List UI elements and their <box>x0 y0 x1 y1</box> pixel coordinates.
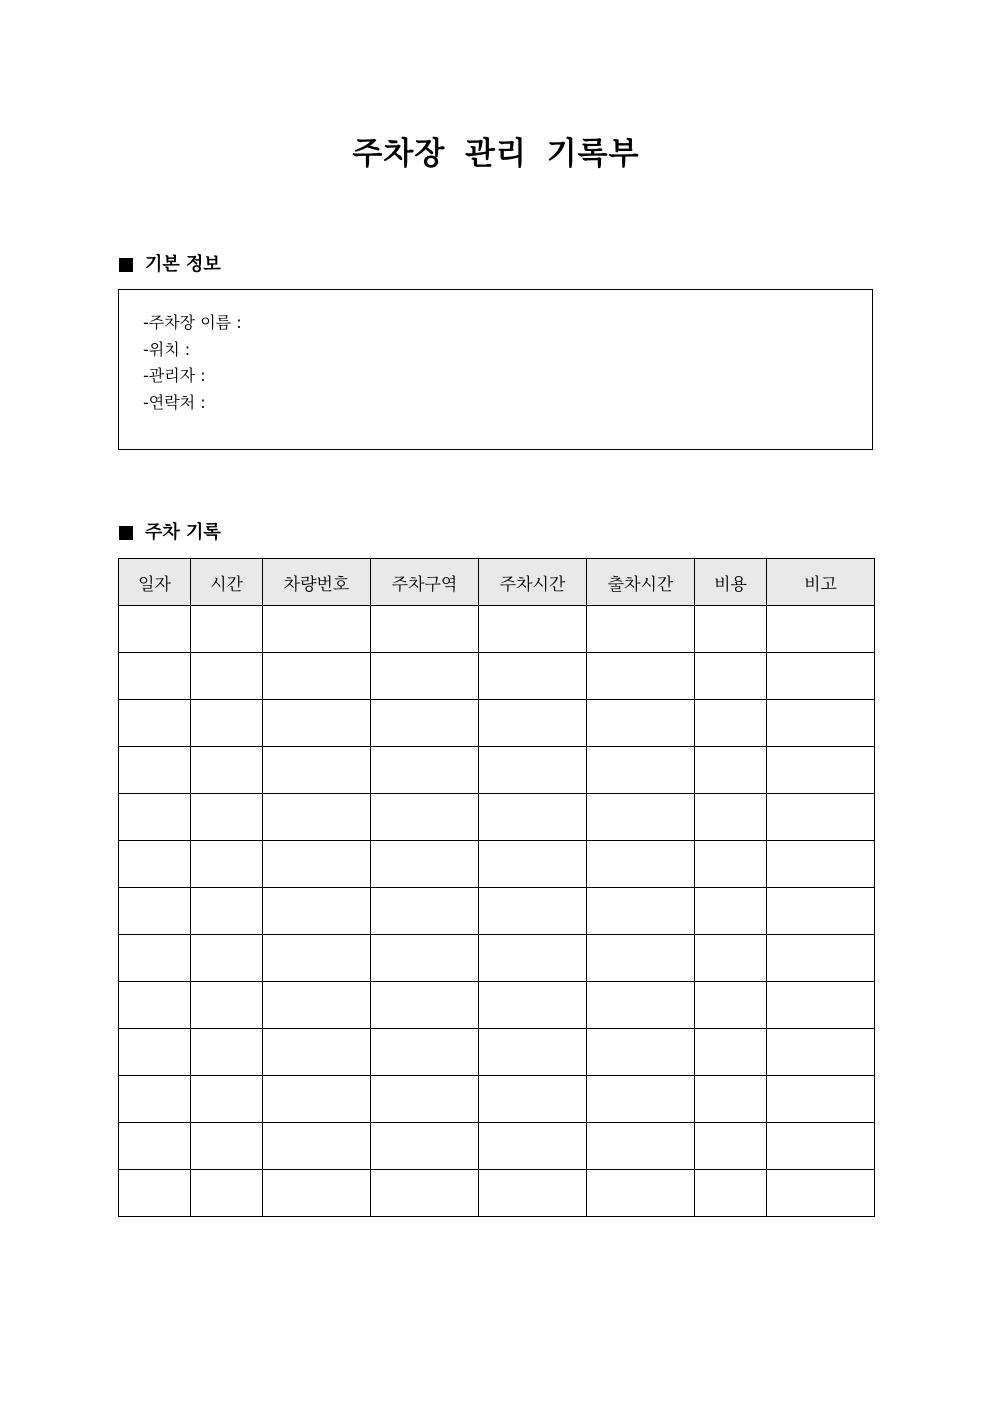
table-cell-parking-zone[interactable] <box>371 1076 479 1123</box>
table-row <box>119 606 875 653</box>
table-cell-entry-time[interactable] <box>479 935 587 982</box>
table-cell-parking-zone[interactable] <box>371 606 479 653</box>
table-cell-plate-number[interactable] <box>263 888 371 935</box>
table-cell-time[interactable] <box>191 982 263 1029</box>
table-cell-remarks[interactable] <box>767 888 875 935</box>
table-row <box>119 1123 875 1170</box>
table-cell-time[interactable] <box>191 1076 263 1123</box>
table-cell-time[interactable] <box>191 747 263 794</box>
table-cell-parking-zone[interactable] <box>371 1170 479 1217</box>
table-cell-plate-number[interactable] <box>263 982 371 1029</box>
square-bullet-icon <box>119 258 133 272</box>
table-cell-time[interactable] <box>191 700 263 747</box>
table-row <box>119 935 875 982</box>
table-cell-entry-time[interactable] <box>479 700 587 747</box>
table-cell-exit-time[interactable] <box>587 747 695 794</box>
column-header-time: 시간 <box>191 559 263 606</box>
table-cell-parking-zone[interactable] <box>371 653 479 700</box>
table-cell-plate-number[interactable] <box>263 935 371 982</box>
table-cell-time[interactable] <box>191 888 263 935</box>
table-row <box>119 794 875 841</box>
table-row <box>119 888 875 935</box>
table-cell-remarks[interactable] <box>767 606 875 653</box>
table-cell-entry-time[interactable] <box>479 653 587 700</box>
table-cell-remarks[interactable] <box>767 1170 875 1217</box>
section-heading-basic-info <box>119 253 221 277</box>
table-cell-parking-zone[interactable] <box>371 1123 479 1170</box>
table-cell-time[interactable] <box>191 841 263 888</box>
info-line-contact[interactable]: -연락처 : <box>143 392 206 412</box>
table-cell-entry-time[interactable] <box>479 747 587 794</box>
table-body <box>119 606 875 1217</box>
table-cell-parking-zone[interactable] <box>371 700 479 747</box>
table-cell-exit-time[interactable] <box>587 1123 695 1170</box>
table-cell-date[interactable] <box>119 653 191 700</box>
table-row <box>119 1170 875 1217</box>
table-cell-date[interactable] <box>119 1123 191 1170</box>
table-cell-exit-time[interactable] <box>587 1029 695 1076</box>
table-cell-date[interactable] <box>119 794 191 841</box>
section-heading-label: 기본 정보 <box>145 254 221 275</box>
table-cell-date[interactable] <box>119 1029 191 1076</box>
table-row <box>119 747 875 794</box>
table-cell-remarks[interactable] <box>767 700 875 747</box>
table-cell-plate-number[interactable] <box>263 794 371 841</box>
table-cell-exit-time[interactable] <box>587 935 695 982</box>
column-header-plate-number: 차량번호 <box>263 559 371 606</box>
table-cell-entry-time[interactable] <box>479 841 587 888</box>
table-cell-fee[interactable] <box>695 1076 767 1123</box>
table-cell-fee[interactable] <box>695 841 767 888</box>
table-cell-date[interactable] <box>119 700 191 747</box>
table-cell-parking-zone[interactable] <box>371 982 479 1029</box>
table-cell-date[interactable] <box>119 1076 191 1123</box>
table-cell-plate-number[interactable] <box>263 606 371 653</box>
table-row <box>119 841 875 888</box>
table-cell-remarks[interactable] <box>767 1076 875 1123</box>
table-cell-remarks[interactable] <box>767 982 875 1029</box>
table-cell-remarks[interactable] <box>767 747 875 794</box>
table-cell-fee[interactable] <box>695 606 767 653</box>
table-cell-entry-time[interactable] <box>479 794 587 841</box>
basic-info-box <box>118 289 873 450</box>
info-line-location[interactable]: -위치 : <box>143 339 191 359</box>
table-cell-date[interactable] <box>119 888 191 935</box>
column-header-fee: 비용 <box>695 559 767 606</box>
table-cell-entry-time[interactable] <box>479 888 587 935</box>
table-cell-date[interactable] <box>119 1170 191 1217</box>
table-cell-time[interactable] <box>191 1029 263 1076</box>
column-header-date: 일자 <box>119 559 191 606</box>
table-cell-plate-number[interactable] <box>263 1029 371 1076</box>
table-row <box>119 982 875 1029</box>
table-cell-plate-number[interactable] <box>263 1123 371 1170</box>
table-cell-exit-time[interactable] <box>587 794 695 841</box>
table-cell-exit-time[interactable] <box>587 1170 695 1217</box>
square-bullet-icon <box>119 526 133 540</box>
table-cell-parking-zone[interactable] <box>371 888 479 935</box>
table-cell-fee[interactable] <box>695 653 767 700</box>
table-cell-plate-number[interactable] <box>263 1170 371 1217</box>
table-cell-remarks[interactable] <box>767 841 875 888</box>
table-cell-time[interactable] <box>191 1170 263 1217</box>
table-cell-fee[interactable] <box>695 888 767 935</box>
page-title: 주차장 관리 기록부 <box>352 136 640 172</box>
table-cell-parking-zone[interactable] <box>371 1029 479 1076</box>
table-cell-parking-zone[interactable] <box>371 841 479 888</box>
table-row <box>119 1029 875 1076</box>
info-line-parking-name[interactable]: -주차장 이름 : <box>143 313 242 332</box>
section-heading-label: 주차 기록 <box>145 522 221 543</box>
table-cell-parking-zone[interactable] <box>371 794 479 841</box>
table-cell-plate-number[interactable] <box>263 747 371 794</box>
table-cell-time[interactable] <box>191 653 263 700</box>
table-row <box>119 653 875 700</box>
table-cell-date[interactable] <box>119 982 191 1029</box>
table-header-row <box>119 559 875 606</box>
table-cell-exit-time[interactable] <box>587 1076 695 1123</box>
table-row <box>119 1076 875 1123</box>
table-cell-time[interactable] <box>191 935 263 982</box>
table-cell-remarks[interactable] <box>767 794 875 841</box>
table-cell-exit-time[interactable] <box>587 606 695 653</box>
table-cell-remarks[interactable] <box>767 1123 875 1170</box>
table-cell-entry-time[interactable] <box>479 982 587 1029</box>
section-heading-parking-records <box>119 521 221 545</box>
table-cell-entry-time[interactable] <box>479 1170 587 1217</box>
table-cell-exit-time[interactable] <box>587 982 695 1029</box>
table-cell-date[interactable] <box>119 747 191 794</box>
table-cell-date[interactable] <box>119 606 191 653</box>
table-cell-time[interactable] <box>191 606 263 653</box>
parking-records-table <box>118 558 875 1217</box>
table-cell-plate-number[interactable] <box>263 700 371 747</box>
table-cell-fee[interactable] <box>695 1170 767 1217</box>
table-cell-date[interactable] <box>119 935 191 982</box>
table-cell-fee[interactable] <box>695 935 767 982</box>
table-cell-date[interactable] <box>119 841 191 888</box>
table-cell-fee[interactable] <box>695 1123 767 1170</box>
info-line-manager[interactable]: -관리자 : <box>143 366 206 385</box>
table-cell-remarks[interactable] <box>767 935 875 982</box>
table-cell-fee[interactable] <box>695 1029 767 1076</box>
table-cell-fee[interactable] <box>695 747 767 794</box>
table-cell-remarks[interactable] <box>767 653 875 700</box>
table-cell-fee[interactable] <box>695 700 767 747</box>
table-cell-parking-zone[interactable] <box>371 747 479 794</box>
table-cell-remarks[interactable] <box>767 1029 875 1076</box>
table-cell-entry-time[interactable] <box>479 1076 587 1123</box>
table-cell-fee[interactable] <box>695 794 767 841</box>
table-cell-parking-zone[interactable] <box>371 935 479 982</box>
table-cell-entry-time[interactable] <box>479 1029 587 1076</box>
table-cell-fee[interactable] <box>695 982 767 1029</box>
table-cell-plate-number[interactable] <box>263 1076 371 1123</box>
column-header-parking-zone: 주차구역 <box>371 559 479 606</box>
table-cell-exit-time[interactable] <box>587 700 695 747</box>
table-cell-exit-time[interactable] <box>587 841 695 888</box>
table-cell-time[interactable] <box>191 794 263 841</box>
table-cell-plate-number[interactable] <box>263 841 371 888</box>
table-cell-plate-number[interactable] <box>263 653 371 700</box>
table-cell-time[interactable] <box>191 1123 263 1170</box>
column-header-entry-time: 주차시간 <box>479 559 587 606</box>
table-cell-exit-time[interactable] <box>587 888 695 935</box>
table-cell-exit-time[interactable] <box>587 653 695 700</box>
table-row <box>119 700 875 747</box>
column-header-exit-time: 출차시간 <box>587 559 695 606</box>
table-cell-entry-time[interactable] <box>479 606 587 653</box>
table-cell-entry-time[interactable] <box>479 1123 587 1170</box>
column-header-remarks: 비고 <box>767 559 875 606</box>
